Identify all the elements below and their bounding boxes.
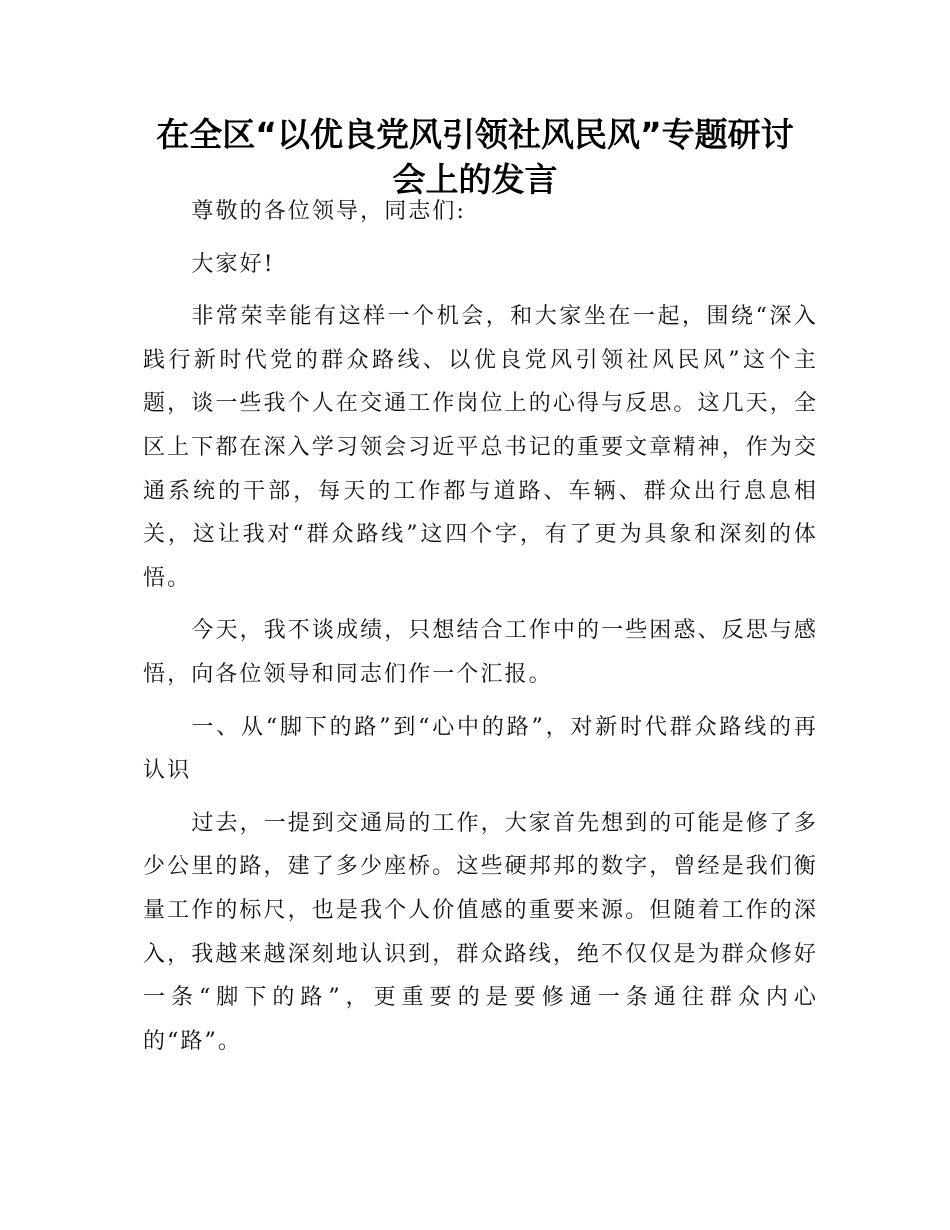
- body-paragraph: 非常荣幸能有这样一个机会，和大家坐在一起，围绕“深入践行新时代党的群众路线、以优良党风引领社风民风”这个主题，谈一些我个人在交通工作岗位上的心得与反思。这几天，全区上下都在深入学习领会习近平总书记的重要文章精神，作为交通系统的干部，每天的工作都与道路、车辆、群众出行息息相关，这让我对“群众路线”这四个字，有了更为具象和深刻的体悟。: [143, 304, 818, 591]
- salutation: 尊敬的各位领导，同志们:: [191, 199, 467, 224]
- section-heading: 一、从“脚下的路”到“心中的路”，对新时代群众路线的再认识: [143, 714, 818, 784]
- greeting: 大家好!: [191, 251, 275, 277]
- document-title-line-2: 会上的发言: [392, 160, 558, 199]
- document-title-line-1: 在全区“以优良党风引领社风民风”专题研讨: [156, 115, 794, 154]
- body-paragraph: 今天，我不谈成绩，只想结合工作中的一些困惑、反思与感悟，向各位领导和同志们作一个汇报。: [143, 618, 818, 687]
- document-body: [143, 190, 818, 1072]
- body-paragraph: 过去，一提到交通局的工作，大家首先想到的可能是修了多少公里的路，建了多少座桥。这些硬邦邦的数字，曾经是我们衡量工作的标尺，也是我个人价值感的重要来源。但随着工作的深入，我越来越深刻地认识到，群众路线，绝不仅仅是为群众修好一条“脚下的路”，更重要的是要修通一条通往群众内心的“路”。: [143, 810, 818, 1054]
